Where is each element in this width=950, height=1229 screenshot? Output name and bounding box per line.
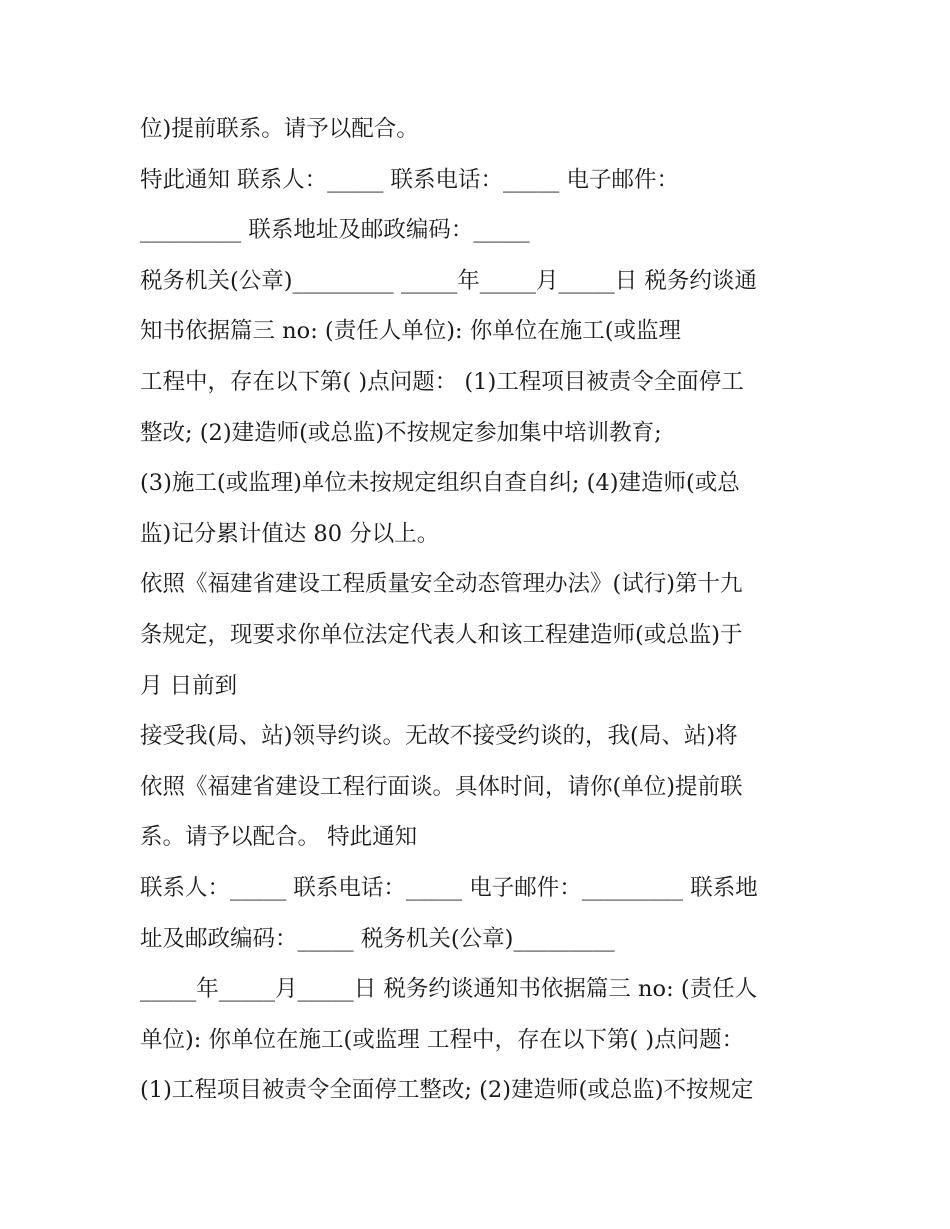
text-line: 单位): 你单位在施工(或监理 工程中，存在以下第( )点问题：	[140, 1026, 745, 1053]
text-line: 特此通知 联系人：_____ 联系电话：_____ 电子邮件：	[140, 166, 679, 193]
text-line: (3)施工(或监理)单位未按规定组织自查自纠; (4)建造师(或总	[140, 470, 740, 497]
text-line: 条规定，现要求你单位法定代表人和该工程建造师(或总监)于	[140, 621, 743, 648]
text-line: _________ 联系地址及邮政编码：_____	[140, 217, 530, 244]
text-line: 系。请予以配合。 特此通知	[140, 824, 418, 851]
text-line: 址及邮政编码：_____ 税务机关(公章)_________	[140, 925, 615, 952]
text-line: 位)提前联系。请予以配合。	[140, 116, 419, 142]
text-line: 知书依据篇三 no: (责任人单位): 你单位在施工(或监理	[140, 318, 681, 345]
text-line: 月 日前到	[140, 672, 238, 699]
text-line: (1)工程项目被责令全面停工整改; (2)建造师(或总监)不按规定	[140, 1077, 754, 1104]
text-line: 联系人：_____ 联系电话：_____ 电子邮件：_________ 联系地	[140, 874, 758, 901]
text-line: 监)记分累计值达 80 分以上。	[140, 520, 440, 547]
text-line: 依照《福建省建设工程质量安全动态管理办法》(试行)第十九	[140, 571, 743, 598]
text-line: 税务机关(公章)_________ _____年_____月_____日 税务约谈通	[140, 267, 757, 294]
text-line: 接受我(局、站)领导约谈。无故不接受约谈的，我(局、站)将	[140, 723, 738, 750]
text-line: 工程中，存在以下第( )点问题： (1)工程项目被责令全面停工	[140, 368, 744, 395]
text-line: 整改; (2)建造师(或总监)不按规定参加集中培训教育;	[140, 419, 662, 446]
body-text	[140, 104, 820, 1116]
text-line: _____年_____月_____日 税务约谈通知书依据篇三 no: (责任人	[140, 976, 758, 1003]
text-line: 依照《福建省建设工程行面谈。具体时间，请你(单位)提前联	[140, 773, 743, 800]
